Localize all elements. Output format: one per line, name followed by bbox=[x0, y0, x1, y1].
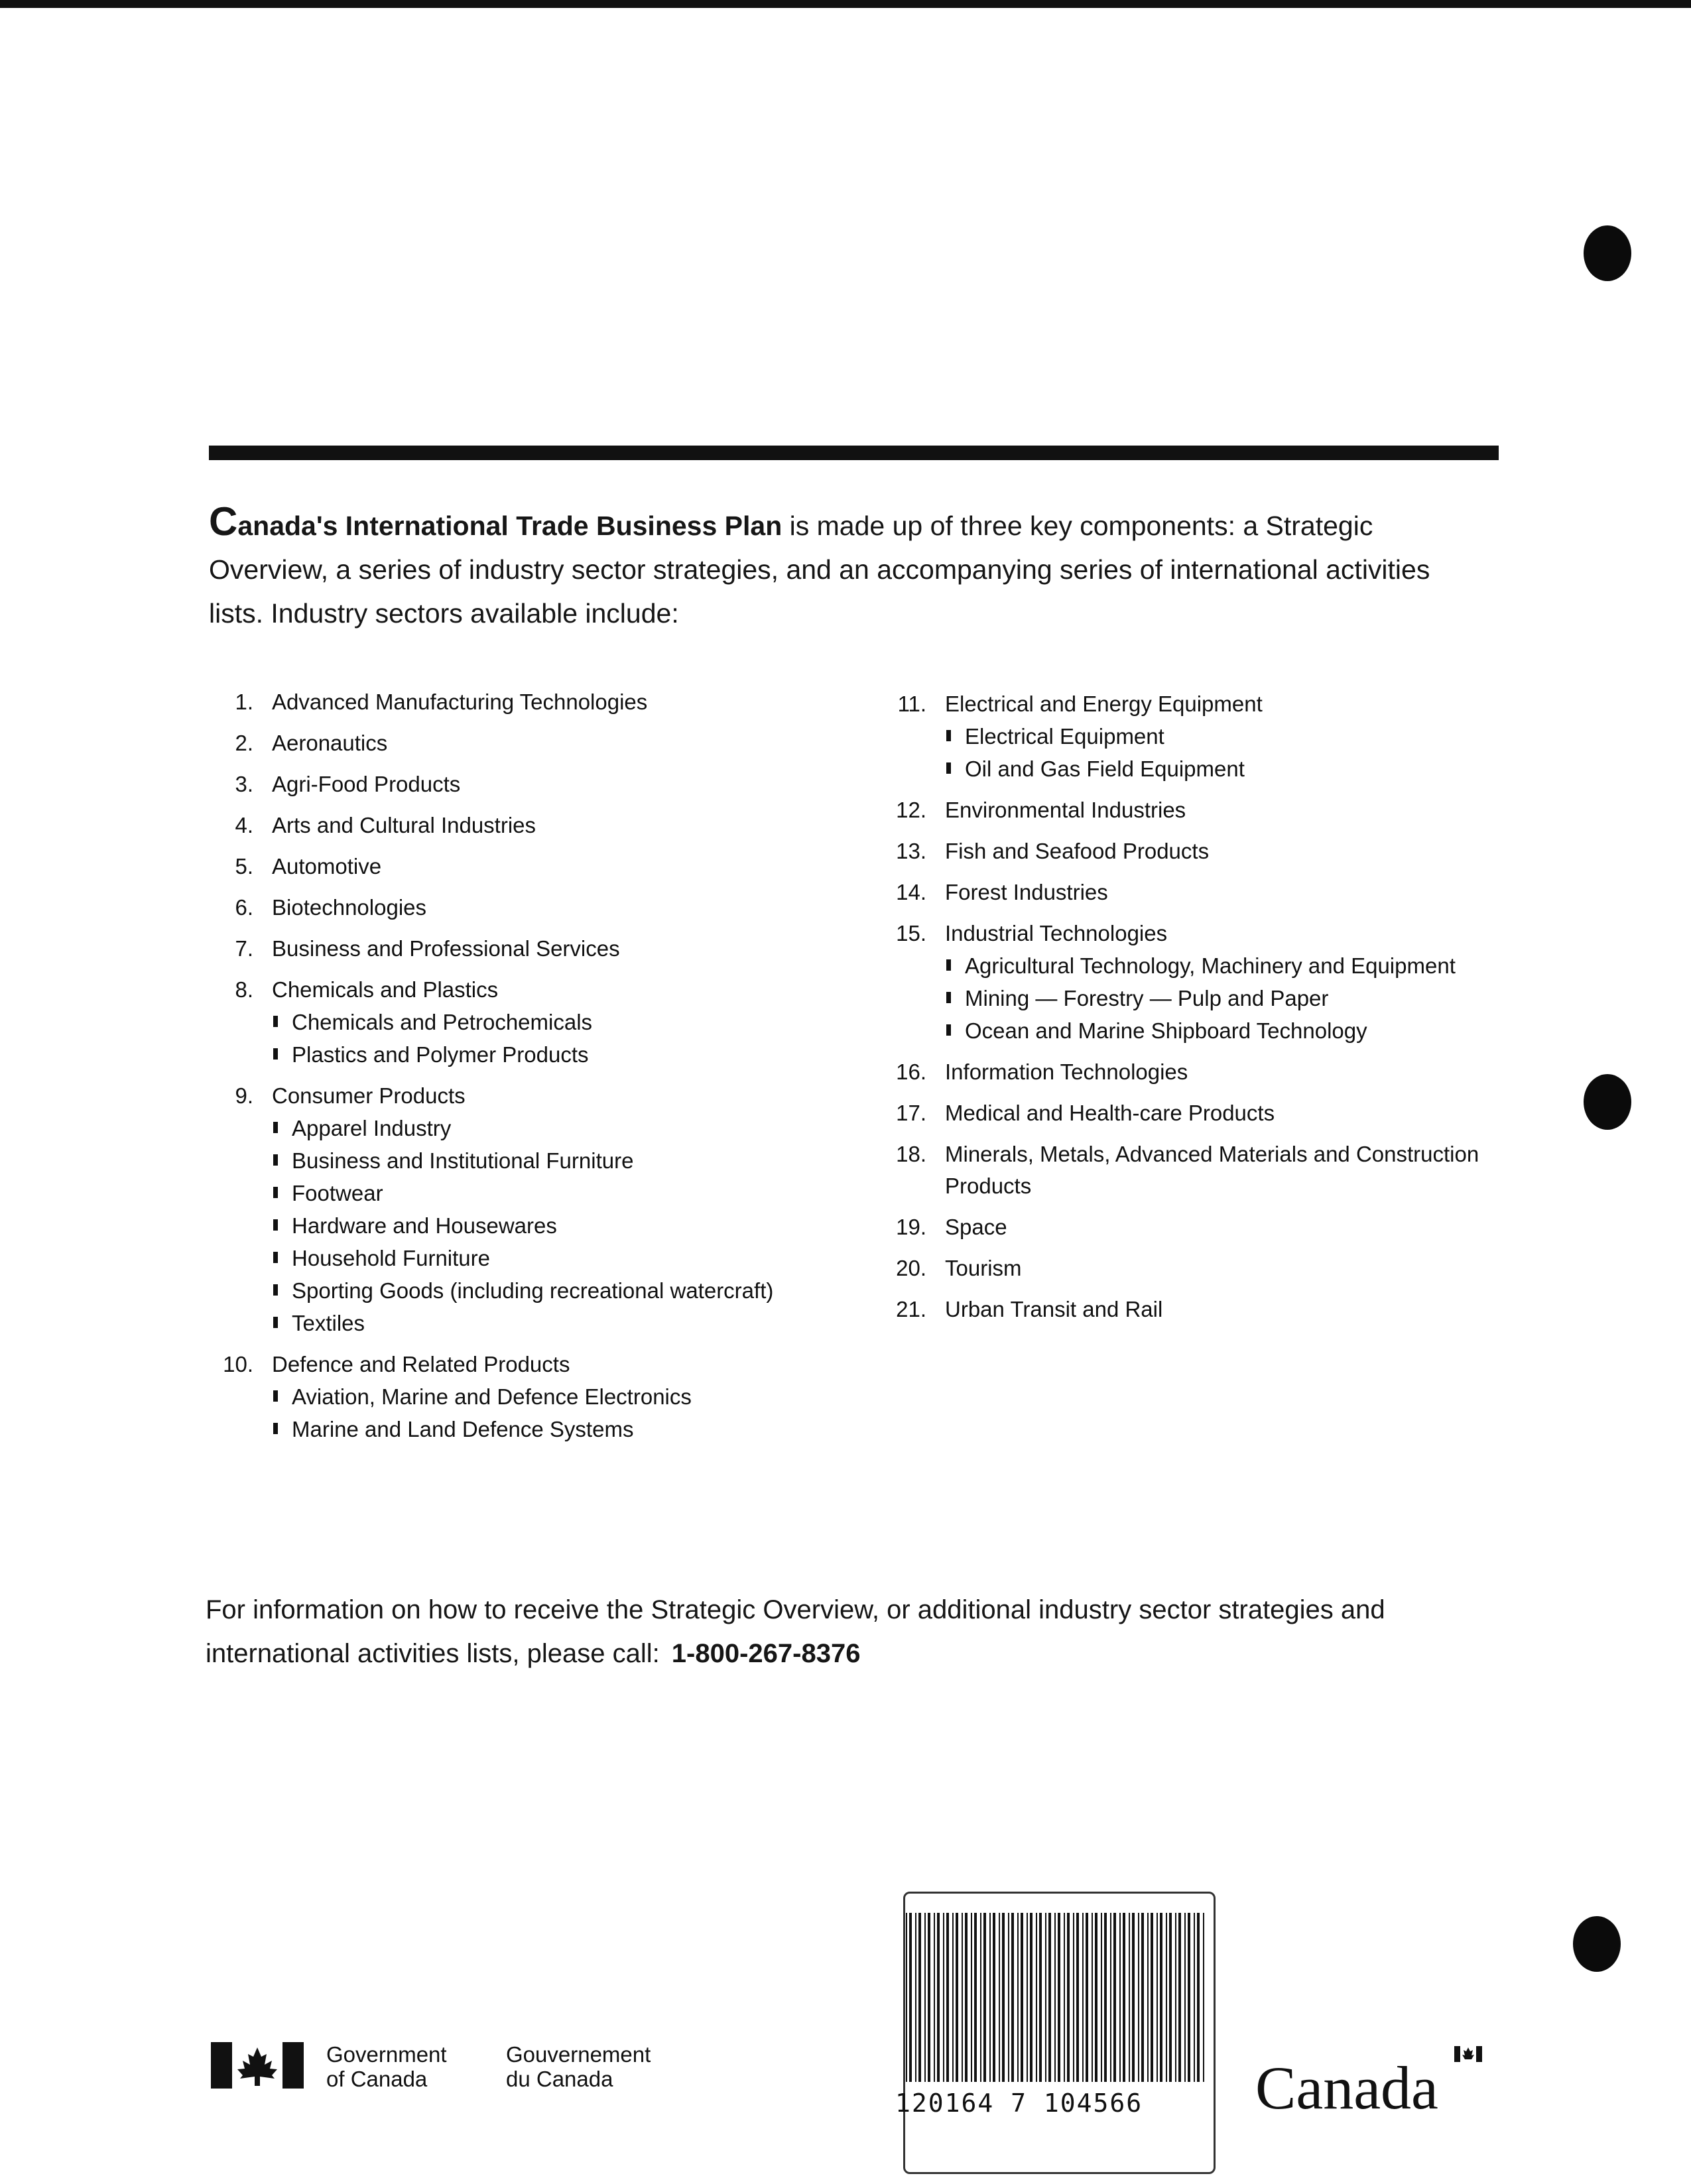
intro-title: anada's International Trade Business Plan bbox=[237, 511, 783, 541]
barcode-bar bbox=[1141, 1913, 1144, 2082]
sector-item bbox=[212, 851, 849, 882]
subsector-item: Ocean and Marine Shipboard Technology bbox=[945, 1014, 1522, 1047]
barcode-bar bbox=[1011, 1913, 1014, 2082]
barcode-bar bbox=[965, 1913, 968, 2082]
sector-label: Electrical and Energy Equipment bbox=[945, 692, 1263, 716]
sector-item bbox=[212, 933, 849, 965]
sector-item bbox=[885, 1056, 1522, 1088]
barcode-bar bbox=[983, 1913, 986, 2082]
barcode-bar bbox=[952, 1913, 954, 2082]
barcode-bar bbox=[1048, 1913, 1051, 2082]
barcode-bar bbox=[993, 1913, 995, 2082]
sector-number: 3. bbox=[235, 772, 253, 796]
sector-number: 1. bbox=[235, 690, 253, 714]
sector-number: 7. bbox=[235, 936, 253, 961]
barcode-bar bbox=[1194, 1913, 1195, 2082]
sector-list-left bbox=[212, 686, 849, 1455]
barcode-bar bbox=[918, 1913, 921, 2082]
barcode-bar bbox=[915, 1913, 916, 2082]
barcode-bar bbox=[1021, 1913, 1023, 2082]
sector-number: 4. bbox=[235, 813, 253, 837]
sector-label: Chemicals and Plastics bbox=[272, 977, 499, 1002]
barcode-bar bbox=[999, 1913, 1000, 2082]
sector-label: Space bbox=[945, 1215, 1007, 1239]
subsector-item: Business and Institutional Furniture bbox=[272, 1144, 849, 1177]
barcode-bar bbox=[1119, 1913, 1121, 2082]
sector-item bbox=[212, 1080, 849, 1339]
sector-label: Urban Transit and Rail bbox=[945, 1297, 1163, 1321]
sector-item bbox=[885, 1294, 1522, 1325]
sector-label: Automotive bbox=[272, 854, 382, 879]
gov-fr-line-1: Gouvernement bbox=[506, 2042, 651, 2067]
barcode-bar bbox=[1184, 1913, 1186, 2082]
barcode-bar bbox=[1110, 1913, 1111, 2082]
sector-item bbox=[885, 1097, 1522, 1129]
sector-item bbox=[885, 1211, 1522, 1243]
sector-item bbox=[212, 1349, 849, 1445]
barcode-bar bbox=[1067, 1913, 1070, 2082]
sector-item bbox=[885, 794, 1522, 826]
punch-hole-middle bbox=[1584, 1074, 1631, 1130]
barcode-bar bbox=[1008, 1913, 1009, 2082]
subsector-list bbox=[945, 720, 1522, 785]
barcode-bar bbox=[1132, 1913, 1135, 2082]
barcode-bar bbox=[1169, 1913, 1172, 2082]
sector-item bbox=[212, 727, 849, 759]
barcode-bar bbox=[1027, 1913, 1028, 2082]
top-rule bbox=[209, 446, 1499, 460]
barcode-bar bbox=[1113, 1913, 1116, 2082]
sector-label: Consumer Products bbox=[272, 1083, 466, 1108]
sector-number: 6. bbox=[235, 895, 253, 920]
barcode-number: 120164 7 104566 bbox=[895, 2089, 1143, 2118]
sector-label: Arts and Cultural Industries bbox=[272, 813, 536, 837]
barcode-bar bbox=[906, 1913, 907, 2082]
sector-number: 10. bbox=[223, 1352, 253, 1376]
sector-item bbox=[212, 768, 849, 800]
intro-body: is made up of three key components: a Strategic Overview, a series of industry sector strategies, and an accompanying series of international activities lists. Industry sectors available include: bbox=[209, 511, 1430, 629]
barcode-bar bbox=[1058, 1913, 1060, 2082]
sector-label: Minerals, Metals, Advanced Materials and Construction Products bbox=[945, 1142, 1479, 1198]
sector-item bbox=[885, 688, 1522, 785]
barcode-bar bbox=[962, 1913, 963, 2082]
subsector-item: Hardware and Housewares bbox=[272, 1209, 849, 1242]
barcode-bar bbox=[1054, 1913, 1056, 2082]
gov-en-line-1: Government bbox=[326, 2042, 447, 2067]
barcode-bar bbox=[1036, 1913, 1037, 2082]
sector-item bbox=[885, 835, 1522, 867]
sector-number: 11. bbox=[897, 692, 926, 716]
barcode-bar bbox=[1166, 1913, 1167, 2082]
barcode-bar bbox=[1188, 1913, 1190, 2082]
barcode-bar bbox=[928, 1913, 930, 2082]
sector-label: Tourism bbox=[945, 1256, 1022, 1280]
barcode-bar bbox=[1045, 1913, 1046, 2082]
subsector-item: Textiles bbox=[272, 1307, 849, 1339]
sector-label: Defence and Related Products bbox=[272, 1352, 570, 1376]
subsector-item: Agricultural Technology, Machinery and Equipment bbox=[945, 949, 1522, 982]
sector-label: Biotechnologies bbox=[272, 895, 426, 920]
sector-label: Fish and Seafood Products bbox=[945, 839, 1210, 863]
gov-en-line-2: of Canada bbox=[326, 2067, 428, 2091]
barcode-bar bbox=[1017, 1913, 1019, 2082]
phone-number: 1-800-267-8376 bbox=[671, 1639, 861, 1668]
barcode-bar bbox=[924, 1913, 926, 2082]
barcode-bar bbox=[909, 1913, 912, 2082]
subsector-item: Sporting Goods (including recreational watercraft) bbox=[272, 1274, 849, 1307]
sector-item bbox=[885, 877, 1522, 908]
sector-number: 15. bbox=[896, 921, 926, 945]
barcode-bar bbox=[1138, 1913, 1139, 2082]
barcode-bar bbox=[980, 1913, 981, 2082]
barcode-bar bbox=[1092, 1913, 1093, 2082]
canada-wordmark-text: Canada bbox=[1255, 2054, 1438, 2115]
barcode-bar bbox=[1151, 1913, 1153, 2082]
government-of-canada-text bbox=[326, 2042, 447, 2091]
sector-item bbox=[212, 686, 849, 718]
barcode-bar bbox=[971, 1913, 972, 2082]
barcode-bar bbox=[956, 1913, 958, 2082]
sector-label: Environmental Industries bbox=[945, 798, 1186, 822]
subsector-item: Plastics and Polymer Products bbox=[272, 1038, 849, 1071]
barcode-bar bbox=[1175, 1913, 1176, 2082]
subsector-item: Electrical Equipment bbox=[945, 720, 1522, 753]
sector-number: 5. bbox=[235, 854, 253, 879]
barcode-bar bbox=[1178, 1913, 1181, 2082]
barcode-bar bbox=[946, 1913, 949, 2082]
barcode-bar bbox=[1157, 1913, 1158, 2082]
gouvernement-du-canada-text bbox=[506, 2042, 651, 2091]
contact-text: For information on how to receive the Strategic Overview, or additional industry sector strategies and international activities lists, please call: bbox=[206, 1595, 1385, 1668]
punch-hole-top bbox=[1584, 225, 1631, 281]
subsector-item: Oil and Gas Field Equipment bbox=[945, 753, 1522, 785]
sector-item bbox=[212, 810, 849, 841]
sector-number: 2. bbox=[235, 731, 253, 755]
sector-label: Medical and Health-care Products bbox=[945, 1101, 1275, 1125]
sector-number: 8. bbox=[235, 977, 253, 1002]
barcode-bar bbox=[934, 1913, 935, 2082]
subsector-list bbox=[945, 949, 1522, 1047]
sector-item bbox=[212, 892, 849, 924]
sector-item bbox=[212, 974, 849, 1071]
sector-number: 19. bbox=[896, 1215, 926, 1239]
canada-flag-icon bbox=[211, 2042, 304, 2089]
sector-label: Business and Professional Services bbox=[272, 936, 620, 961]
barcode-bar bbox=[1147, 1913, 1149, 2082]
sector-number: 16. bbox=[896, 1060, 926, 1084]
barcode-bar bbox=[1064, 1913, 1065, 2082]
barcode-bar bbox=[974, 1913, 977, 2082]
barcode-bar bbox=[1073, 1913, 1074, 2082]
contact-paragraph bbox=[206, 1588, 1499, 1675]
sector-label: Agri-Food Products bbox=[272, 772, 461, 796]
sector-item bbox=[885, 1138, 1522, 1202]
barcode-bar bbox=[1160, 1913, 1162, 2082]
sector-label: Advanced Manufacturing Technologies bbox=[272, 690, 648, 714]
barcode-bar bbox=[1076, 1913, 1079, 2082]
subsector-list bbox=[272, 1006, 849, 1071]
intro-paragraph bbox=[209, 499, 1489, 635]
sector-list-right bbox=[885, 688, 1522, 1335]
sector-label: Aeronautics bbox=[272, 731, 388, 755]
subsector-list bbox=[272, 1380, 849, 1445]
sector-number: 20. bbox=[896, 1256, 926, 1280]
barcode-bar bbox=[1197, 1913, 1200, 2082]
sector-number: 12. bbox=[896, 798, 926, 822]
canada-wordmark bbox=[1255, 2042, 1494, 2115]
barcode-bar bbox=[989, 1913, 991, 2082]
page-top-edge bbox=[0, 0, 1691, 8]
barcode-bar bbox=[1030, 1913, 1033, 2082]
sector-number: 18. bbox=[896, 1142, 926, 1166]
barcode-bar bbox=[1095, 1913, 1097, 2082]
sector-number: 21. bbox=[896, 1297, 926, 1321]
sector-number: 9. bbox=[235, 1083, 253, 1108]
sector-label: Industrial Technologies bbox=[945, 921, 1168, 945]
sector-number: 13. bbox=[896, 839, 926, 863]
barcode-bar bbox=[937, 1913, 940, 2082]
subsector-item: Household Furniture bbox=[272, 1242, 849, 1274]
subsector-item: Mining — Forestry — Pulp and Paper bbox=[945, 982, 1522, 1014]
subsector-item: Aviation, Marine and Defence Electronics bbox=[272, 1380, 849, 1413]
subsector-item: Apparel Industry bbox=[272, 1112, 849, 1144]
sector-label: Information Technologies bbox=[945, 1060, 1188, 1084]
subsector-list bbox=[272, 1112, 849, 1339]
barcode-bar bbox=[943, 1913, 944, 2082]
subsector-item: Chemicals and Petrochemicals bbox=[272, 1006, 849, 1038]
subsector-item: Marine and Land Defence Systems bbox=[272, 1413, 849, 1445]
subsector-item: Footwear bbox=[272, 1177, 849, 1209]
barcode-bar bbox=[1101, 1913, 1102, 2082]
gov-fr-line-2: du Canada bbox=[506, 2067, 613, 2091]
sector-item bbox=[885, 1252, 1522, 1284]
barcode-bar bbox=[1203, 1913, 1204, 2082]
barcode-bar bbox=[1129, 1913, 1130, 2082]
barcode-bar bbox=[1104, 1913, 1107, 2082]
punch-hole-bottom bbox=[1573, 1916, 1621, 1972]
barcode-bar bbox=[1002, 1913, 1005, 2082]
intro-dropcap: C bbox=[209, 499, 238, 544]
sector-number: 14. bbox=[896, 880, 926, 904]
barcode-bar bbox=[1086, 1913, 1088, 2082]
barcode-bar bbox=[1082, 1913, 1084, 2082]
sector-label: Forest Industries bbox=[945, 880, 1108, 904]
barcode-bar bbox=[1039, 1913, 1042, 2082]
barcode-bar bbox=[1123, 1913, 1125, 2082]
barcode bbox=[902, 1913, 1214, 2085]
sector-item bbox=[885, 918, 1522, 1047]
sector-number: 17. bbox=[896, 1101, 926, 1125]
